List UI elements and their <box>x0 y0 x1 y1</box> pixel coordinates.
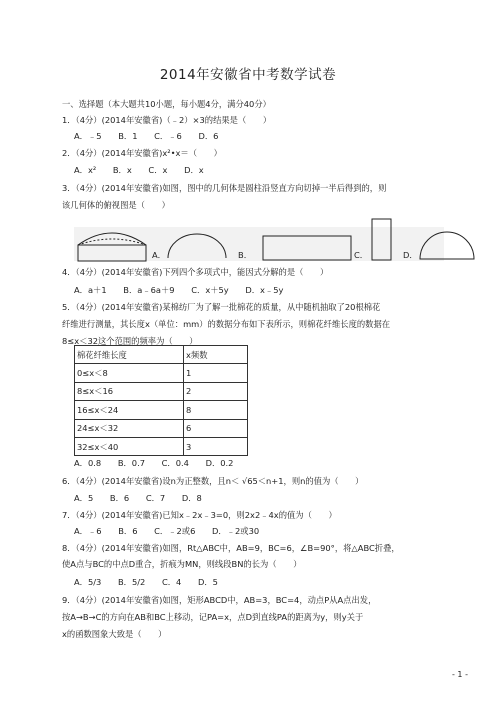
option-c: C．7 <box>145 493 166 503</box>
question-9-line-3: x的函数图象大致是（ ） <box>62 629 167 639</box>
question-7-options <box>74 526 454 537</box>
option-b: B．a﹣6a＋9 <box>123 285 175 295</box>
figure-label-d: D． <box>403 250 418 260</box>
option-a-shape <box>166 230 228 260</box>
question-4: 4．（4分）(2014年安徽省)下列四个多项式中，能因式分解的是（ ） <box>62 267 329 277</box>
option-c: C．x＋5y <box>191 285 229 295</box>
option-c: C．x <box>148 165 168 175</box>
option-a: A．﹣6 <box>74 526 102 536</box>
cell-range: 16≤x＜24 <box>75 401 184 419</box>
option-c: C．﹣6 <box>154 131 182 141</box>
question-6: 6．（4分）(2014年安徽省)设n为正整数，且n＜ √65＜n+1，则n的值为（ ） <box>62 476 364 486</box>
option-c-shape <box>371 218 393 262</box>
question-4-options <box>74 285 454 296</box>
question-3-line-1: 3．（4分）(2014年安徽省)如图，图中的几何体是圆柱沿竖直方向切掉一半后得到的，则 <box>62 183 387 193</box>
cell-range: 0≤x＜8 <box>75 364 184 382</box>
option-a: A．0.8 <box>74 458 102 468</box>
option-a: A．a＋1 <box>74 285 107 295</box>
section-heading: 一、选择题（本大题共10小题，每小题4分，满分40分） <box>62 99 271 109</box>
option-b: B．0.7 <box>117 458 145 468</box>
option-d: D．6 <box>198 131 219 141</box>
option-a: A．﹣5 <box>74 131 102 141</box>
question-5-line-2: 纤维进行测量，其长度x（单位：mm）的数据分布如下表所示，则棉花纤维长度的数据在 <box>62 319 391 329</box>
question-5-options <box>74 458 454 469</box>
cell-count: 8 <box>184 401 248 419</box>
figure-label-b: B． <box>238 250 252 260</box>
table-row <box>75 382 248 400</box>
cell-count: 2 <box>184 382 248 400</box>
question-5-line-3: 8≤x＜32这个范围的频率为（ ） <box>62 336 198 346</box>
frequency-table <box>74 345 248 456</box>
page-number: - 1 - <box>452 670 468 679</box>
table-row <box>75 437 248 455</box>
cell-range: 24≤x＜32 <box>75 419 184 437</box>
question-8-options <box>74 577 454 588</box>
table-row <box>75 364 248 382</box>
option-b: B．6 <box>118 526 138 536</box>
option-d-shape <box>418 228 476 262</box>
question-2-options <box>74 165 454 176</box>
cell-count: 1 <box>184 364 248 382</box>
header-frequency: x频数 <box>184 346 248 364</box>
table-header-row <box>75 346 248 364</box>
header-length: 棉花纤维长度 <box>75 346 184 364</box>
question-1-options <box>74 131 454 142</box>
table-row <box>75 401 248 419</box>
solid-figure-diagram <box>74 225 150 265</box>
option-d: D．x <box>184 165 204 175</box>
question-2: 2．（4分）(2014年安徽省)x²•x＝（ ） <box>62 148 222 158</box>
option-a: A．5/3 <box>74 577 102 587</box>
option-c: C．4 <box>161 577 182 587</box>
option-c: C．0.4 <box>161 458 189 468</box>
cell-count: 3 <box>184 437 248 455</box>
figure-label-a: A． <box>152 250 166 260</box>
question-8-line-1: 8．（4分）(2014年安徽省)如图，Rt△ABC中，AB=9，BC=6，∠B=90°，将△ABC折叠， <box>62 543 400 553</box>
question-3-line-2: 该几何体的俯视图是（ ） <box>62 200 170 210</box>
option-b: B．1 <box>118 131 138 141</box>
question-9-line-2: 按A→B→C的方向在AB和BC上移动，记PA=x，点D到直线PA的距离为y，则y关于 <box>62 612 364 622</box>
option-a: A．5 <box>74 493 94 503</box>
cell-count: 6 <box>184 419 248 437</box>
question-6-options <box>74 493 454 504</box>
question-1: 1．（4分）(2014年安徽省)（﹣2）×3的结果是（ ） <box>62 115 272 125</box>
cell-range: 32≤x＜40 <box>75 437 184 455</box>
option-d: D．﹣2或30 <box>212 526 260 536</box>
question-7: 7．（4分）(2014年安徽省)已知x﹣2x﹣3=0，则2x2﹣4x的值为（ ） <box>62 510 337 520</box>
figure-label-c: C． <box>354 250 369 260</box>
option-c: C．﹣2或6 <box>154 526 196 536</box>
option-d: D．0.2 <box>205 458 234 468</box>
question-5-line-1: 5．（4分）(2014年安徽省)某棉纺厂为了解一批棉花的质量，从中随机抽取了20根棉花 <box>62 302 381 312</box>
page-title: 2014年安徽省中考数学试卷 <box>159 67 337 83</box>
question-9-line-1: 9．（4分）(2014年安徽省)如图，矩形ABCD中，AB=3，BC=4，动点P从A点出发， <box>62 595 377 605</box>
option-d: D．8 <box>181 493 202 503</box>
option-b-shape <box>262 235 354 263</box>
option-b: B．x <box>112 165 132 175</box>
option-b: B．6 <box>109 493 130 503</box>
option-d: D．5 <box>197 577 218 587</box>
question-8-line-2: 使A点与BC的中点D重合，折痕为MN，则线段BN的长为（ ） <box>62 559 302 569</box>
option-a: A．x² <box>74 165 97 175</box>
cell-range: 8≤x＜16 <box>75 382 184 400</box>
option-b: B．5/2 <box>117 577 146 587</box>
table-row <box>75 419 248 437</box>
option-d: D．x﹣5y <box>245 285 284 295</box>
